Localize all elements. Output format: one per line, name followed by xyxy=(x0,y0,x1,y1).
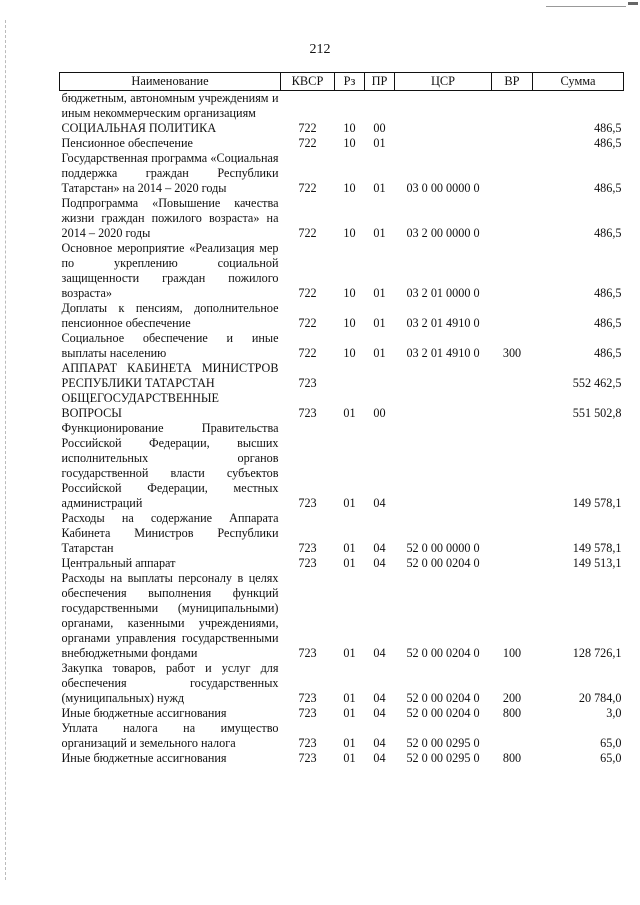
cell-pr: 04 xyxy=(373,541,386,555)
table-row xyxy=(60,571,624,661)
cell-sum xyxy=(533,91,624,122)
cell-csr: 03 2 01 4910 0 xyxy=(406,346,480,360)
header-csr: ЦСР xyxy=(395,73,492,91)
cell-csr: 52 0 00 0204 0 xyxy=(406,646,480,660)
cell-rz xyxy=(335,361,365,391)
table-row xyxy=(60,331,624,361)
cell-csr: 03 0 00 0000 0 xyxy=(406,181,480,195)
cell-csr: 52 0 00 0295 0 xyxy=(406,751,480,765)
cell-rz: 01 xyxy=(343,541,356,555)
cell-rz: 10 xyxy=(343,346,356,360)
cell-kvsr: 722 xyxy=(298,226,317,240)
cell-csr xyxy=(395,361,492,391)
cell-kvsr: 722 xyxy=(298,286,317,300)
cell-csr xyxy=(395,91,492,122)
cell-name: Расходы на выплаты персоналу в целях обеспечения выполнения функций государственными (муниципальными) органами, казенными учреждениями, органами управления государственными внебюджетными фондами xyxy=(61,571,279,660)
cell-sum: 486,5 xyxy=(594,316,622,330)
cell-sum: 551 502,8 xyxy=(572,406,622,420)
header-pr: ПР xyxy=(365,73,395,91)
cell-vr: 800 xyxy=(502,706,522,720)
table-row xyxy=(60,391,624,421)
table-row xyxy=(60,196,624,241)
header-name: Наименование xyxy=(60,73,281,91)
table-row xyxy=(60,661,624,706)
cell-csr xyxy=(395,391,492,421)
cell-name: АППАРАТ КАБИНЕТА МИНИСТРОВ РЕСПУБЛИКИ ТАТАРСТАН xyxy=(61,361,279,390)
cell-pr: 00 xyxy=(373,406,386,420)
cell-vr xyxy=(492,361,533,391)
cell-sum: 552 462,5 xyxy=(572,376,622,390)
cell-kvsr: 723 xyxy=(298,556,317,570)
table-row xyxy=(60,121,624,136)
header-vr: ВР xyxy=(492,73,533,91)
cell-sum: 128 726,1 xyxy=(572,646,622,660)
cell-vr xyxy=(492,721,533,751)
cell-name: Центральный аппарат xyxy=(61,556,176,570)
cell-sum: 149 513,1 xyxy=(572,556,622,570)
cell-vr: 100 xyxy=(502,646,522,660)
cell-csr: 52 0 00 0204 0 xyxy=(406,556,480,570)
cell-pr: 01 xyxy=(373,226,386,240)
cell-sum: 149 578,1 xyxy=(572,541,622,555)
cell-vr xyxy=(492,391,533,421)
header-rz: Рз xyxy=(335,73,365,91)
cell-name: Доплаты к пенсиям, дополнительное пенсионное обеспечение xyxy=(61,301,279,330)
cell-sum: 486,5 xyxy=(594,181,622,195)
cell-pr: 01 xyxy=(373,181,386,195)
cell-rz: 01 xyxy=(343,406,356,420)
cell-kvsr: 723 xyxy=(298,691,317,705)
cell-sum: 149 578,1 xyxy=(572,496,622,510)
cell-pr: 04 xyxy=(373,706,386,720)
cell-name: Пенсионное обеспечение xyxy=(61,136,193,150)
cell-name: Социальное обеспечение и иные выплаты населению xyxy=(61,331,279,360)
cell-rz: 10 xyxy=(343,121,356,135)
table-header xyxy=(60,73,624,91)
cell-vr: 200 xyxy=(502,691,522,705)
cell-name: СОЦИАЛЬНАЯ ПОЛИТИКА xyxy=(61,121,217,135)
cell-rz: 01 xyxy=(343,496,356,510)
cell-rz: 10 xyxy=(343,286,356,300)
table-row xyxy=(60,91,624,122)
cell-csr: 03 2 01 0000 0 xyxy=(406,286,480,300)
cell-rz: 01 xyxy=(343,736,356,750)
page-number: 212 xyxy=(309,42,331,57)
cell-name: Функционирование Правительства Российской Федерации, высших исполнительных органов государственной власти субъектов Российской Федерации, местных администраций xyxy=(61,421,279,510)
cell-kvsr: 723 xyxy=(298,376,317,390)
cell-vr xyxy=(492,196,533,241)
cell-sum: 486,5 xyxy=(594,286,622,300)
cell-rz: 10 xyxy=(343,181,356,195)
cell-sum: 65,0 xyxy=(600,736,622,750)
cell-kvsr: 723 xyxy=(298,736,317,750)
cell-kvsr: 723 xyxy=(298,541,317,555)
cell-pr: 04 xyxy=(373,496,386,510)
cell-sum: 486,5 xyxy=(594,346,622,360)
cell-csr: 52 0 00 0000 0 xyxy=(406,541,480,555)
cell-name: бюджетным, автономным учреждениям и иным некоммерческим организациям xyxy=(61,91,279,120)
table-row xyxy=(60,136,624,151)
table-row xyxy=(60,361,624,391)
cell-vr xyxy=(492,91,533,122)
cell-vr xyxy=(492,556,533,571)
cell-kvsr: 723 xyxy=(298,406,317,420)
cell-rz: 01 xyxy=(343,646,356,660)
table-body xyxy=(60,91,624,767)
cell-pr: 01 xyxy=(373,346,386,360)
cell-pr: 01 xyxy=(373,316,386,330)
table-row xyxy=(60,511,624,556)
cell-sum: 65,0 xyxy=(600,751,622,765)
cell-rz: 10 xyxy=(343,226,356,240)
cell-csr: 52 0 00 0295 0 xyxy=(406,736,480,750)
table-row xyxy=(60,151,624,196)
cell-kvsr xyxy=(281,91,335,122)
cell-rz: 01 xyxy=(343,706,356,720)
cell-sum: 3,0 xyxy=(606,706,622,720)
cell-sum: 486,5 xyxy=(594,226,622,240)
cell-name: ОБЩЕГОСУДАРСТВЕННЫЕ ВОПРОСЫ xyxy=(61,391,219,420)
table-row xyxy=(60,706,624,721)
header-kvsr: КВСР xyxy=(281,73,335,91)
cell-rz: 10 xyxy=(343,316,356,330)
binding-margin-line xyxy=(5,20,6,880)
cell-pr xyxy=(365,361,395,391)
cell-csr: 52 0 00 0204 0 xyxy=(406,706,480,720)
cell-pr: 01 xyxy=(373,136,386,150)
cell-vr xyxy=(492,151,533,196)
cell-sum: 486,5 xyxy=(594,121,622,135)
cell-pr: 04 xyxy=(373,556,386,570)
table-row xyxy=(60,421,624,511)
cell-rz xyxy=(335,91,365,122)
cell-kvsr: 722 xyxy=(298,136,317,150)
cell-vr xyxy=(492,301,533,331)
cell-kvsr: 723 xyxy=(298,496,317,510)
cell-pr: 04 xyxy=(373,736,386,750)
cell-name: Закупка товаров, работ и услуг для обеспечения государственных (муниципальных) нужд xyxy=(61,661,279,705)
cell-vr xyxy=(492,421,533,511)
cell-pr: 04 xyxy=(373,691,386,705)
cell-vr: 300 xyxy=(502,346,522,360)
cell-sum: 486,5 xyxy=(594,136,622,150)
cell-rz: 10 xyxy=(343,136,356,150)
cell-name: Основное мероприятие «Реализация мер по укреплению социальной защищенности граждан пожилого возраста» xyxy=(61,241,279,300)
cell-name: Иные бюджетные ассигнования xyxy=(61,751,227,765)
cell-csr xyxy=(395,421,492,511)
cell-pr xyxy=(365,91,395,122)
corner-mark xyxy=(546,0,626,7)
cell-name: Подпрограмма «Повышение качества жизни граждан пожилого возраста» на 2014 – 2020 годы xyxy=(61,196,279,240)
cell-rz: 01 xyxy=(343,751,356,765)
cell-kvsr: 722 xyxy=(298,316,317,330)
cell-csr xyxy=(395,121,492,136)
cell-kvsr: 722 xyxy=(298,121,317,135)
budget-table xyxy=(59,72,624,766)
cell-csr: 03 2 00 0000 0 xyxy=(406,226,480,240)
cell-vr xyxy=(492,136,533,151)
table-row xyxy=(60,751,624,766)
cell-pr: 04 xyxy=(373,646,386,660)
cell-name: Иные бюджетные ассигнования xyxy=(61,706,227,720)
cell-csr: 03 2 01 4910 0 xyxy=(406,316,480,330)
cell-vr: 800 xyxy=(502,751,522,765)
cell-vr xyxy=(492,241,533,301)
cell-name: Государственная программа «Социальная поддержка граждан Республики Татарстан» на 2014 – 2020 годы xyxy=(61,151,279,195)
cell-kvsr: 723 xyxy=(298,646,317,660)
cell-vr xyxy=(492,121,533,136)
table-row xyxy=(60,241,624,301)
table-row xyxy=(60,721,624,751)
cell-name: Уплата налога на имущество организаций и земельного налога xyxy=(61,721,279,750)
header-sum: Сумма xyxy=(533,73,624,91)
cell-csr xyxy=(395,136,492,151)
cell-name: Расходы на содержание Аппарата Кабинета Министров Республики Татарстан xyxy=(61,511,279,555)
cell-vr xyxy=(492,511,533,556)
cell-csr: 52 0 00 0204 0 xyxy=(406,691,480,705)
cell-kvsr: 723 xyxy=(298,706,317,720)
cell-pr: 00 xyxy=(373,121,386,135)
cell-sum: 20 784,0 xyxy=(578,691,622,705)
cell-rz: 01 xyxy=(343,556,356,570)
corner-mark-dot xyxy=(628,2,638,5)
cell-kvsr: 722 xyxy=(298,346,317,360)
table-row xyxy=(60,556,624,571)
cell-pr: 01 xyxy=(373,286,386,300)
table-row xyxy=(60,301,624,331)
cell-kvsr: 723 xyxy=(298,751,317,765)
cell-kvsr: 722 xyxy=(298,181,317,195)
cell-pr: 04 xyxy=(373,751,386,765)
cell-rz: 01 xyxy=(343,691,356,705)
